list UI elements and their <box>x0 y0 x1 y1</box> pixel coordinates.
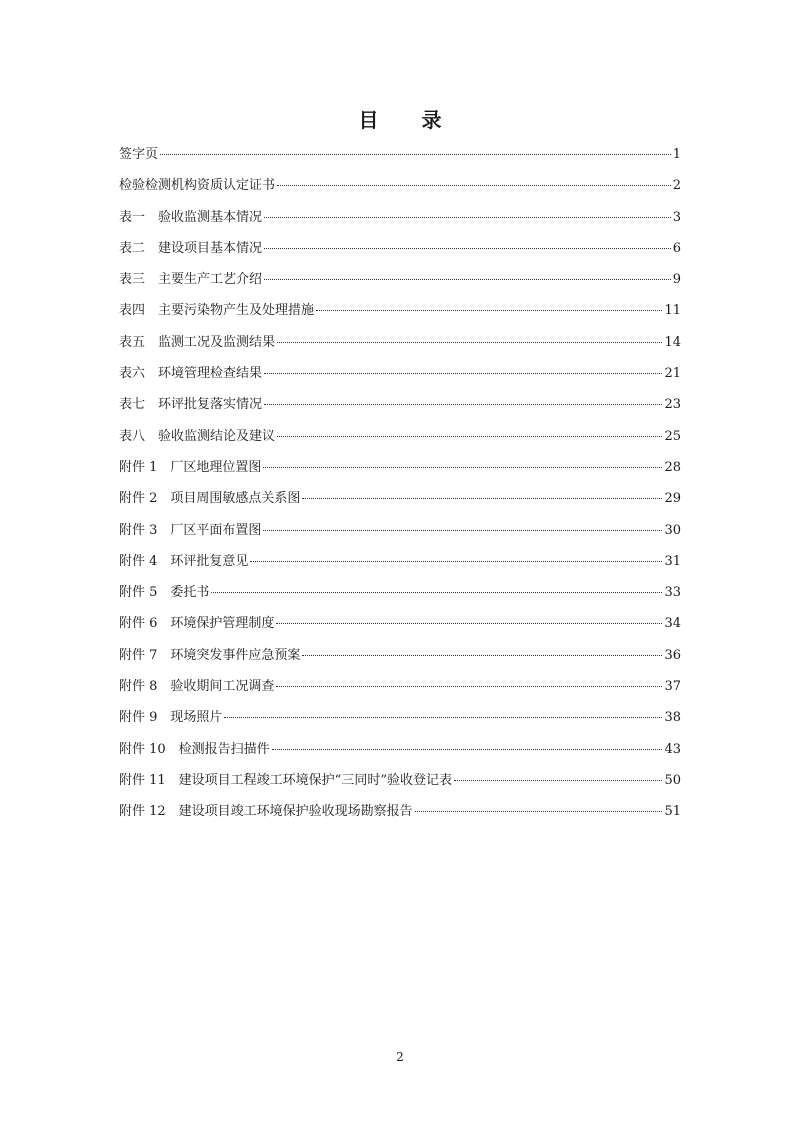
toc-entry-label: 表六 环境管理检查结果 <box>119 366 263 382</box>
toc-entry[interactable] <box>119 363 681 394</box>
page-title: 目 录 <box>358 108 460 132</box>
toc-entry[interactable] <box>119 332 681 363</box>
toc-entry-page-number: 21 <box>664 366 681 382</box>
toc-entry-label: 表八 验收监测结论及建议 <box>119 428 276 444</box>
toc-entry-page-number: 25 <box>664 428 681 444</box>
toc-entry-label: 检验检测机构资质认定证书 <box>119 178 276 194</box>
toc-dot-leader <box>224 717 662 718</box>
toc-entry-page-number: 23 <box>664 397 681 413</box>
toc-entry-label: 附件 10 检测报告扫描件 <box>119 741 270 757</box>
toc-entry-label: 表二 建设项目基本情况 <box>119 240 263 256</box>
toc-dot-leader <box>264 373 662 374</box>
toc-entry-page-number: 6 <box>672 240 681 256</box>
toc-dot-leader <box>277 436 662 437</box>
toc-dot-leader <box>454 780 662 781</box>
toc-entry-label: 附件 8 验收期间工况调查 <box>119 679 275 695</box>
toc-entry[interactable] <box>119 676 681 707</box>
toc-entry[interactable] <box>119 520 681 551</box>
toc-entry[interactable] <box>119 707 681 738</box>
toc-entry-label: 附件 2 项目周围敏感点关系图 <box>119 491 301 507</box>
toc-entry[interactable] <box>119 207 681 238</box>
toc-dot-leader <box>264 279 671 280</box>
toc-dot-leader <box>277 342 662 343</box>
toc-dot-leader <box>277 185 671 186</box>
toc-entry[interactable] <box>119 488 681 519</box>
toc-entry[interactable] <box>119 739 681 770</box>
toc-entry[interactable] <box>119 613 681 644</box>
toc-dot-leader <box>264 217 671 218</box>
toc-dot-leader <box>415 811 663 812</box>
toc-entry-page-number: 2 <box>672 178 681 194</box>
toc-dot-leader <box>302 498 662 499</box>
toc-entry[interactable] <box>119 238 681 269</box>
toc-entry-page-number: 11 <box>664 303 681 319</box>
toc-entry-page-number: 43 <box>664 741 681 757</box>
toc-entry[interactable] <box>119 457 681 488</box>
toc-entry-page-number: 31 <box>664 553 681 569</box>
toc-entry[interactable] <box>119 582 681 613</box>
toc-entry-page-number: 1 <box>672 147 681 162</box>
toc-entry[interactable] <box>119 770 681 801</box>
toc-entry[interactable] <box>119 300 681 331</box>
toc-entry-page-number: 34 <box>664 616 681 632</box>
toc-entry[interactable] <box>119 175 681 206</box>
toc-entry-page-number: 14 <box>664 334 681 350</box>
toc-entry-page-number: 9 <box>672 272 681 288</box>
toc-dot-leader <box>276 623 662 624</box>
toc-entry-label: 表七 环评批复落实情况 <box>119 397 263 413</box>
toc-entry-label: 附件 4 环评批复意见 <box>119 553 249 569</box>
toc-entry-page-number: 36 <box>664 647 681 663</box>
toc-entry-page-number: 28 <box>664 459 681 475</box>
toc-entry-label: 附件 9 现场照片 <box>119 710 223 726</box>
footer-page-number: 2 <box>396 1050 404 1064</box>
toc-entry-page-number: 38 <box>664 710 681 726</box>
toc-dot-leader <box>316 310 662 311</box>
toc-entry-label: 附件 12 建设项目竣工环境保护验收现场勘察报告 <box>119 804 413 820</box>
toc-entry-label: 附件 3 厂区平面布置图 <box>119 522 262 538</box>
toc-entry-label: 附件 11 建设项目工程竣工环境保护“三同时”验收登记表 <box>119 772 452 788</box>
toc-dot-leader <box>272 749 663 750</box>
toc-entry-page-number: 37 <box>664 679 681 695</box>
toc-dot-leader <box>263 530 662 531</box>
toc-dot-leader <box>211 592 662 593</box>
toc-entry-label: 签字页 <box>119 147 159 162</box>
toc-entry[interactable] <box>119 551 681 582</box>
table-of-contents <box>119 144 681 833</box>
toc-entry-page-number: 51 <box>664 804 681 820</box>
toc-entry-label: 表五 监测工况及监测结果 <box>119 334 276 350</box>
toc-entry-page-number: 50 <box>664 772 681 788</box>
toc-entry[interactable] <box>119 144 681 175</box>
toc-entry-page-number: 29 <box>664 491 681 507</box>
toc-dot-leader <box>250 561 662 562</box>
toc-entry-page-number: 3 <box>672 209 681 225</box>
toc-dot-leader <box>302 655 662 656</box>
toc-entry-label: 表四 主要污染物产生及处理措施 <box>119 303 315 319</box>
toc-entry-label: 附件 7 环境突发事件应急预案 <box>119 647 301 663</box>
toc-dot-leader <box>264 404 662 405</box>
toc-dot-leader <box>276 686 662 687</box>
toc-entry-label: 附件 1 厂区地理位置图 <box>119 459 262 475</box>
toc-entry[interactable] <box>119 801 681 832</box>
toc-dot-leader <box>264 248 671 249</box>
toc-dot-leader <box>160 154 671 155</box>
toc-entry[interactable] <box>119 645 681 676</box>
toc-entry-label: 附件 6 环境保护管理制度 <box>119 616 275 632</box>
toc-entry-page-number: 30 <box>664 522 681 538</box>
toc-entry-page-number: 33 <box>664 585 681 601</box>
toc-entry-label: 表一 验收监测基本情况 <box>119 209 263 225</box>
toc-dot-leader <box>263 467 662 468</box>
toc-entry[interactable] <box>119 394 681 425</box>
toc-entry[interactable] <box>119 426 681 457</box>
toc-entry-label: 表三 主要生产工艺介绍 <box>119 272 263 288</box>
toc-entry-label: 附件 5 委托书 <box>119 585 210 601</box>
toc-entry[interactable] <box>119 269 681 300</box>
